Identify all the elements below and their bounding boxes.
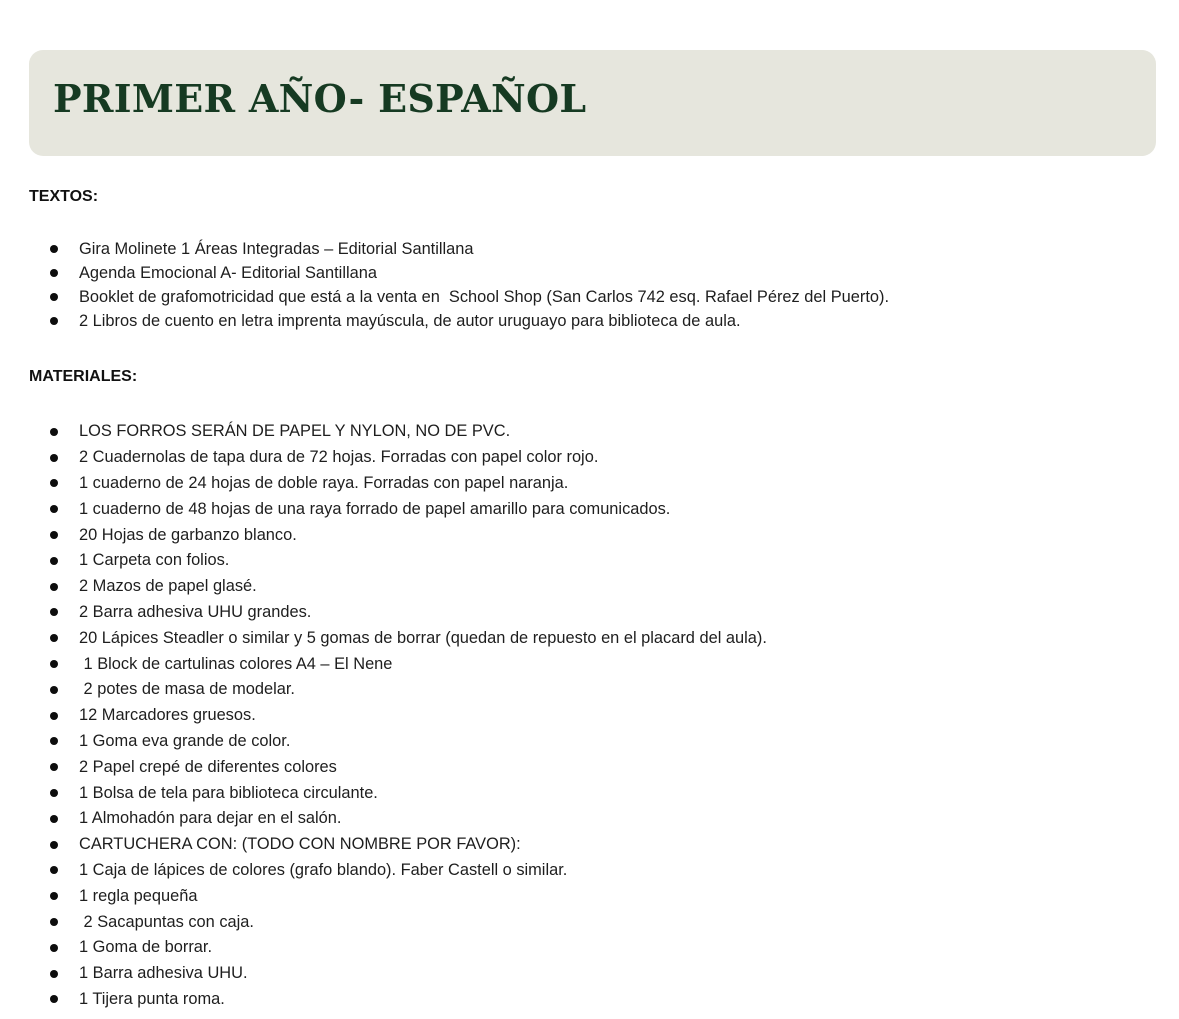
bullet-icon — [50, 789, 58, 797]
list-item — [0, 703, 1140, 729]
list-item-text: 2 Papel crepé de diferentes colores — [79, 757, 337, 776]
bullet-icon — [50, 269, 58, 277]
bullet-icon — [50, 995, 58, 1003]
title-banner — [29, 50, 1156, 156]
bullet-icon — [50, 763, 58, 771]
bullet-icon — [50, 737, 58, 745]
list-item-text: 1 Goma eva grande de color. — [79, 731, 291, 750]
list-item-text: 1 Caja de lápices de colores (grafo blando). Faber Castell o similar. — [79, 860, 568, 879]
list-item-text: 1 Carpeta con folios. — [79, 551, 230, 570]
list-item — [0, 600, 1140, 626]
list-item — [0, 987, 1140, 1013]
list-item-text: CARTUCHERA CON: (TODO CON NOMBRE POR FAVOR): — [79, 835, 521, 854]
list-item — [0, 237, 1140, 261]
bullet-icon — [50, 918, 58, 926]
list-item-text: 1 Block de cartulinas colores A4 – El Nene — [79, 654, 393, 673]
list-item — [0, 285, 1140, 309]
list-item-text: 1 cuaderno de 24 hojas de doble raya. Forradas con papel naranja. — [79, 473, 569, 492]
list-item-text: 2 Mazos de papel glasé. — [79, 577, 257, 596]
bullet-icon — [50, 531, 58, 539]
bullet-icon — [50, 634, 58, 642]
bullet-icon — [50, 815, 58, 823]
list-item — [0, 858, 1140, 884]
list-item — [0, 677, 1140, 703]
list-item — [0, 574, 1140, 600]
list-item — [0, 522, 1140, 548]
list-item-text: 2 Barra adhesiva UHU grandes. — [79, 602, 312, 621]
list-item — [0, 496, 1140, 522]
textos-heading: TEXTOS: — [29, 188, 99, 205]
list-item — [0, 729, 1140, 755]
list-item — [0, 261, 1140, 285]
list-item-text: Gira Molinete 1 Áreas Integradas – Editorial Santillana — [79, 239, 474, 258]
list-item — [0, 909, 1140, 935]
bullet-icon — [50, 317, 58, 325]
bullet-icon — [50, 293, 58, 301]
list-item — [0, 806, 1140, 832]
list-item-text: 20 Hojas de garbanzo blanco. — [79, 525, 297, 544]
list-item — [0, 419, 1140, 445]
bullet-icon — [50, 944, 58, 952]
materiales-list — [0, 419, 1140, 1012]
materiales-heading: MATERIALES: — [29, 368, 138, 385]
bullet-icon — [50, 245, 58, 253]
list-item-text: 12 Marcadores gruesos. — [79, 706, 256, 725]
list-item-text: 1 Bolsa de tela para biblioteca circulante. — [79, 783, 378, 802]
list-item-text: 2 Sacapuntas con caja. — [79, 912, 254, 931]
list-item-text: 2 Libros de cuento en letra imprenta mayúscula, de autor uruguayo para biblioteca de aula. — [79, 311, 741, 330]
bullet-icon — [50, 454, 58, 462]
bullet-icon — [50, 583, 58, 591]
list-item-text: LOS FORROS SERÁN DE PAPEL Y NYLON, NO DE PVC. — [79, 422, 511, 441]
list-item-text: 1 cuaderno de 48 hojas de una raya forrado de papel amarillo para comunicados. — [79, 499, 671, 518]
list-item-text: 2 potes de masa de modelar. — [79, 680, 295, 699]
list-item-text: Agenda Emocional A- Editorial Santillana — [79, 263, 377, 282]
list-item-text: 1 Almohadón para dejar en el salón. — [79, 809, 342, 828]
bullet-icon — [50, 892, 58, 900]
list-item — [0, 625, 1140, 651]
bullet-icon — [50, 608, 58, 616]
list-item — [0, 651, 1140, 677]
list-item-text: 1 Barra adhesiva UHU. — [79, 964, 248, 983]
bullet-icon — [50, 557, 58, 565]
list-item — [0, 961, 1140, 987]
list-item-text: Booklet de grafomotricidad que está a la venta en School Shop (San Carlos 742 esq. Rafael Pérez del Puerto). — [79, 287, 890, 306]
bullet-icon — [50, 970, 58, 978]
list-item — [0, 309, 1140, 333]
bullet-icon — [50, 479, 58, 487]
list-item — [0, 832, 1140, 858]
bullet-icon — [50, 505, 58, 513]
bullet-icon — [50, 712, 58, 720]
list-item — [0, 471, 1140, 497]
page-title: PRIMER AÑO- ESPAÑOL — [53, 76, 587, 121]
list-item — [0, 548, 1140, 574]
bullet-icon — [50, 686, 58, 694]
textos-list — [0, 237, 1140, 333]
list-item — [0, 445, 1140, 471]
list-item — [0, 754, 1140, 780]
bullet-icon — [50, 841, 58, 849]
bullet-icon — [50, 428, 58, 436]
list-item-text: 1 regla pequeña — [79, 886, 198, 905]
list-item — [0, 935, 1140, 961]
list-item-text: 1 Goma de borrar. — [79, 938, 213, 957]
list-item-text: 1 Tijera punta roma. — [79, 989, 225, 1008]
list-item-text: 20 Lápices Steadler o similar y 5 gomas de borrar (quedan de repuesto en el placard del aula). — [79, 628, 767, 647]
list-item-text: 2 Cuadernolas de tapa dura de 72 hojas. Forradas con papel color rojo. — [79, 448, 599, 467]
list-item — [0, 780, 1140, 806]
list-item — [0, 883, 1140, 909]
bullet-icon — [50, 660, 58, 668]
bullet-icon — [50, 866, 58, 874]
